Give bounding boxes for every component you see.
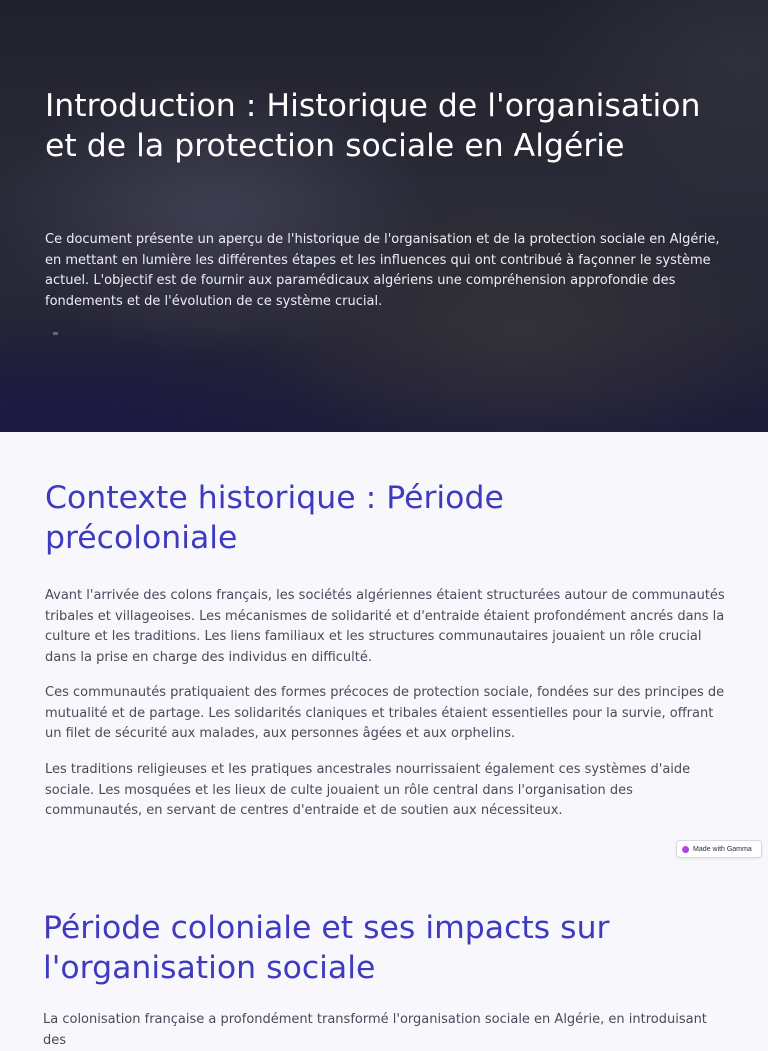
hero-section <box>0 0 768 432</box>
section-precolonial-title: Contexte historique : Période précoloniale <box>45 480 504 556</box>
section-precolonial-paragraph: Avant l'arrivée des colons français, les sociétés algériennes étaient structurées autour de communautés tribales et villageoises. Les mécanismes de solidarité et d'entraide étaient profondément ancrés dans la culture et les traditions. Les liens familiaux et les structures communautaires jouaient un rôle crucial dans la prise en charge des individus en difficulté. <box>45 588 725 665</box>
section-precolonial-paragraph: Les traditions religieuses et les pratiques ancestrales nourrissaient également ces systèmes d'aide sociale. Les mosquées et les lieux de culte jouaient un rôle central dans l'organisation des communautés, en servant de centres d'entraide et de soutien aux nécessiteux. <box>45 762 691 819</box>
hero-title: Introduction : Historique de l'organisation et de la protection sociale en Algérie <box>45 88 701 164</box>
decorative-dot <box>53 332 58 335</box>
section-precolonial-paragraph: Ces communautés pratiquaient des formes précoces de protection sociale, fondées sur des principes de mutualité et de partage. Les solidarités claniques et tribales étaient essentielles pour la survie, offrant un filet de sécurité aux malades, aux personnes âgées et aux orphelins. <box>45 685 725 742</box>
made-with-gamma-badge[interactable] <box>676 840 762 858</box>
gamma-logo-icon <box>682 846 689 853</box>
section-colonial-title: Période coloniale et ses impacts sur l'organisation sociale <box>43 910 610 986</box>
hero-intro-text: Ce document présente un aperçu de l'historique de l'organisation et de la protection sociale en Algérie, en mettant en lumière les différentes étapes et les influences qui ont contribué à façonner le système actuel. L'objectif est de fournir aux paramédicaux algériens une compréhension approfondie des fondements et de l'évolution de ce système crucial. <box>45 232 720 309</box>
section-colonial-paragraph: La colonisation française a profondément transformé l'organisation sociale en Algérie, en introduisant des <box>43 1012 707 1048</box>
badge-label: Made with Gamma <box>693 845 752 853</box>
